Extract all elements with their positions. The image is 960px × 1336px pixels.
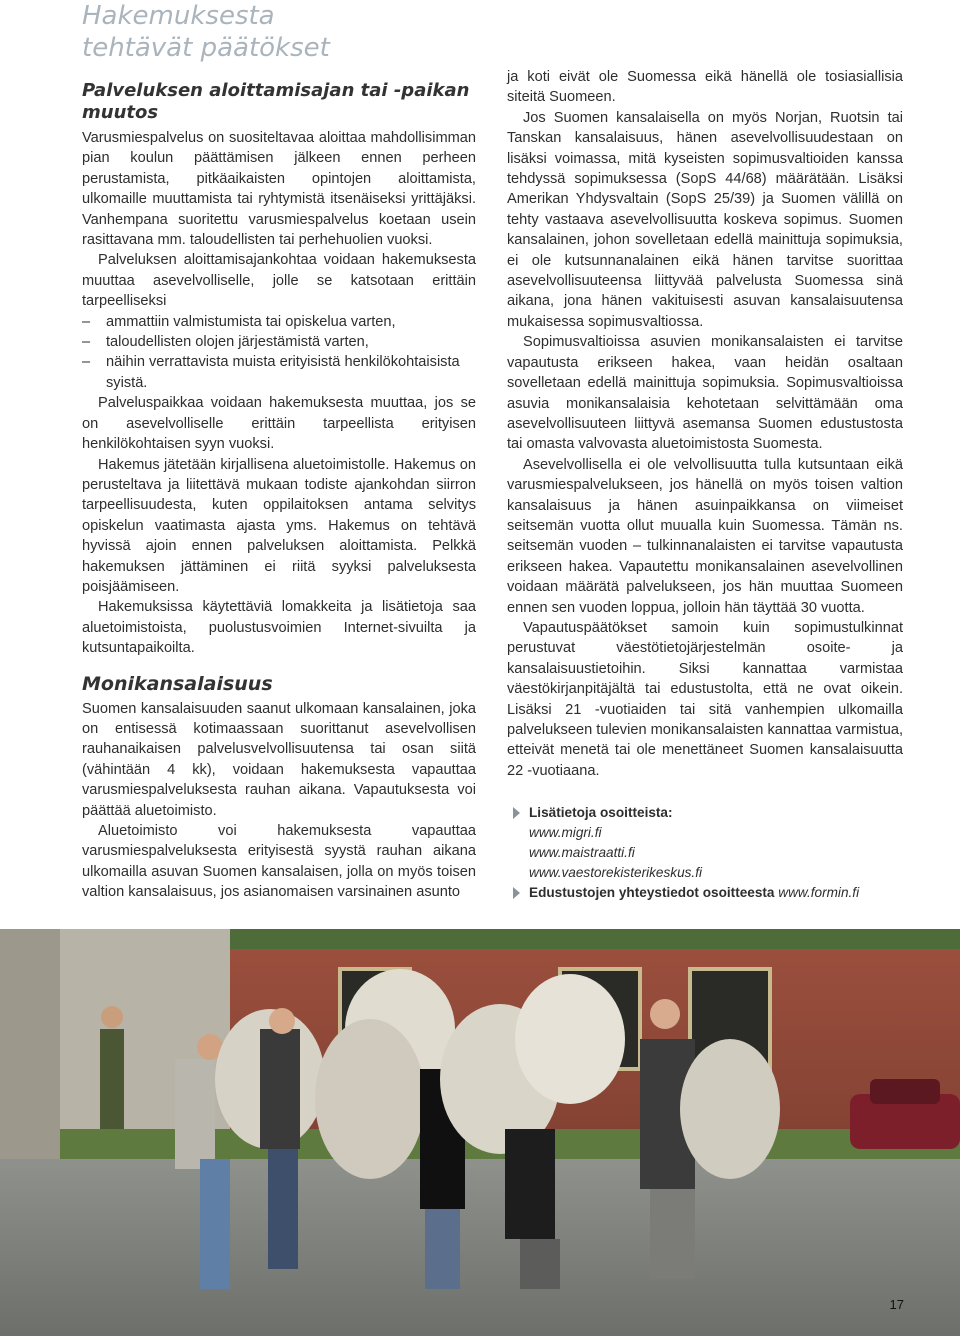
paragraph: Palveluspaikkaa voidaan hakemuksesta muuttaa, jos se on asevelvolliselle erittäin tarpeellista erityisen henkilökohtaisen syyn vuoksi.: [82, 395, 476, 453]
info-box: [507, 803, 903, 903]
section-title-aloitusaika: Palveluksen aloittamisajan tai -paikan muutos: [82, 80, 470, 123]
reason-list: [82, 312, 476, 394]
paragraph: Sopimusvaltioissa asuvien monikansalaisten ei tarvitse vapautusta erikseen hakea, vaan heidän osaltaan sovelletaan edellä mainittuja sopimuksia. Sopimusvaltioissa asuvia monikansalaisia kehotetaan selvittämään oma asevelvollisuuteen liittyvä asemansa Suomen edustustosta tai omasta valvovasta aluetoimistosta Suomesta.: [507, 334, 903, 453]
photo-illustration: [0, 929, 960, 1336]
page-heading-line2: tehtävät päätökset: [82, 33, 330, 63]
paragraph: Aluetoimisto voi hakemuksesta vapauttaa varusmiespalveluksesta erityisestä syystä rauhan aikana ulkomailla asuvan Suomen kansalaisen, jolla on myös toisen valtion kansalaisuus, jos asianomaisen varsinainen asunto: [82, 823, 476, 901]
paragraph: ja koti eivät ole Suomessa eikä hänellä ole tosiasiallisia siteitä Suomeen.: [507, 69, 903, 106]
info-row: [507, 883, 903, 903]
list-item: – näihin verrattavista muista erityisistä henkilökohtaisista syistä.: [82, 352, 476, 393]
paragraph: Asevelvollisella ei ole velvollisuutta tulla kutsuntaan eikä varusmiespalvelukseen, jos hänellä on myös toisen valtion kansalaisuus ja hänen asuinpaikkansa on viimeiset seitsemän vuotta ollut muualla kuin Suomessa. Tämän ns. seitsemän vuoden – tulkinnanalaisten ei tarvitse vapautusta erikseen hakea. Vapautettu monikansalainen asevelvollinen voidaan määrätä palvelukseen, jos hän muuttaa Suomeen ennen sen vuoden loppua, jolloin hän täyttää 30 vuotta.: [507, 456, 903, 616]
page-heading: [82, 0, 482, 64]
arrow-icon: [513, 807, 520, 819]
section-title-monikansalaisuus: Monikansalaisuus: [82, 672, 273, 695]
list-item: – ammattiin valmistumista tai opiskelua varten,: [82, 312, 476, 332]
link-vaestorekisterikeskus[interactable]: www.vaestorekisterikeskus.fi: [529, 865, 702, 881]
right-column: [507, 67, 903, 903]
info-row: [507, 843, 903, 863]
arrow-icon: [513, 887, 520, 899]
info-row: [507, 863, 903, 883]
contact-label: Edustustojen yhteystiedot osoitteesta: [529, 885, 775, 901]
paragraph: Hakemuksissa käytettäviä lomakkeita ja lisätietoja saa aluetoimistoista, puolustusvoimien Internet-sivuilta ja kutsuntapaikoilta.: [82, 599, 476, 657]
info-row: [507, 823, 903, 843]
paragraph: Suomen kansalaisuuden saanut ulkomaan kansalainen, joka on entisessä kotimaassaan suorittanut asevelvollisen rauhanaikaisen palvelusvelvollisuutensa tai osan siitä (vähintään 4 kk), voidaan hakemuksesta vapauttaa varusmiespalveluksesta rauhan aikana. Vapautuksesta voi päättää aluetoimisto.: [82, 700, 476, 819]
paragraph: Vapautuspäätökset samoin kuin sopimustulkinnat perustuvat väestötietojärjestelmän osoite- ja kansalaisuustietoihin. Siksi kannattaa varmistaa väestökirjanpitäjältä tai edustustolta, että ne ovat oikein. Lisäksi 21 -vuotiaiden tai sitä vanhempien ulkomailla palvelukseen tulevien monikansalaisten kannattaa varmistua, etteivät menetä tai ole menettäneet Suomen kansalaisuutta 22 -vuotiaana.: [507, 619, 903, 779]
paragraph: Varusmiespalvelus on suositeltavaa aloittaa mahdollisimman pian koulun päättämisen jälkeen ennen perheen perustamista, pitkäaikaisten opintojen aloittamista, ulkomaille muuttamista tai ryhtymistä itsenäiseksi yrittäjäksi. Vanhempana suoritettu varusmiespalvelus koetaan usein rasittavana mm. taloudellisten tai perhehuolien vuoksi.: [82, 130, 476, 249]
link-maistraatti[interactable]: www.maistraatti.fi: [529, 845, 635, 861]
page-number: 17: [889, 1297, 904, 1312]
left-column: [82, 80, 476, 903]
paragraph: Jos Suomen kansalaisella on myös Norjan, Ruotsin tai Tanskan kansalaisuus, hänen asevelvollisuudestaan on lisäksi voimassa, mitä kyseisten sopimusvaltioiden kanssa tehdyssä sopimuksessa (SopS 44/68) määrätään. Lisäksi Amerikan Yhdysvaltain (SopS 25/39) ja Suomen välillä on tehty vastaava asevelvollisuutta koskeva sopimus. Suomen kansalainen, johon sovelletaan edellä mainittuja sopimuksia, ei ole kutsunnanalainen eikä hänen tarvitse suorittaa asevelvollisuuteensa liittyvää palvelusta Suomessa sinä aikana, jona hänen vakituisesti asuvan kansalaisuutensa mukaisessa sopimusvaltiossa.: [507, 109, 903, 330]
link-migri[interactable]: www.migri.fi: [529, 825, 602, 841]
photo-conscripts-carrying-bags: [0, 929, 960, 1336]
paragraph: Hakemus jätetään kirjallisena aluetoimistolle. Hakemus on perusteltava ja liitettävä mukaan todiste ajankohdan siirron tarpeellisuudesta, kuten oppilaitoksen antama selvitys opiskelun vaatimasta ajasta yms. Hakemus on tehtävä hyvissä ajoin ennen palveluksen aloittamista. Pelkkä hakemuksen jättäminen ei riitä syyksi palveluksesta poisjäämiseen.: [82, 456, 476, 595]
paragraph: Palveluksen aloittamisajankohtaa voidaan hakemuksesta muuttaa asevelvolliselle, jolle se katsotaan erittäin tarpeelliseksi: [82, 252, 476, 310]
info-row: [507, 803, 903, 823]
page-heading-line1: Hakemuksesta: [82, 1, 275, 31]
info-title: Lisätietoja osoitteista:: [529, 805, 673, 821]
link-formin[interactable]: www.formin.fi: [778, 885, 860, 901]
list-item: – taloudellisten olojen järjestämistä varten,: [82, 332, 476, 352]
